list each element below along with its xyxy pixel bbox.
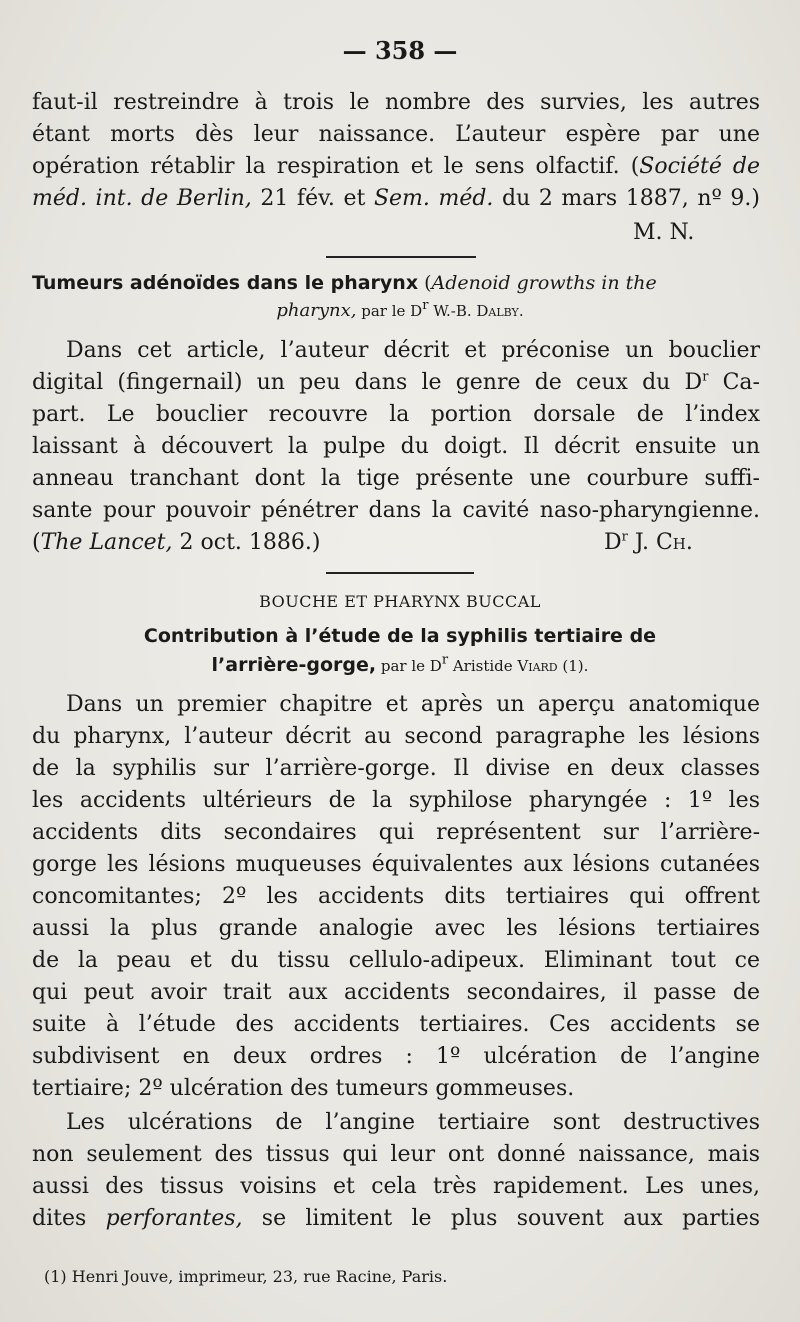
text-line: digital (fingernail) un peu dans le genre de ceux du $D^r$ Ca-: [32, 369, 760, 395]
text-line: part. Le bouclier recouvre la portion dorsale de l’index: [32, 402, 760, 427]
text-line: aussi des tissus voisins et cela très rapidement. Les unes,: [32, 1174, 760, 1199]
text-line: tertiaire; 2º ulcération des tumeurs gommeuses.: [32, 1076, 575, 1101]
text-line: dites perforantes, se limitent le plus souvent aux parties: [32, 1206, 761, 1231]
signature: $D^r$ J. Ch.: [604, 529, 693, 555]
text-line: (The Lancet, 2 oct. 1886.): [32, 530, 321, 555]
signature: M. N.: [633, 220, 695, 245]
text-line: du pharynx, l’auteur décrit au second paragraphe les lésions: [32, 724, 760, 749]
text-line: de la peau et du tissu cellulo-adipeux. Eliminant tout ce: [32, 948, 760, 973]
text-line: gorge les lésions muqueuses équivalentes aux lésions cutanées: [32, 852, 760, 877]
text-line: Les ulcérations de l’angine tertiaire sont destructives: [66, 1110, 760, 1135]
text-line: subdivisent en deux ordres : 1º ulcération de l’angine: [32, 1044, 760, 1069]
article-title: Contribution à l’étude de la syphilis tertiaire de: [143, 625, 657, 647]
text-line: de la syphilis sur l’arrière-gorge. Il divise en deux classes: [32, 756, 760, 781]
separator-rule: [326, 256, 476, 258]
text-line: Dans cet article, l’auteur décrit et préconise un bouclier: [66, 338, 760, 363]
article-title: Tumeurs adénoïdes dans le pharynx (Adenoid growths in the: [32, 272, 657, 294]
text-line: non seulement des tissus qui leur ont donné naissance, mais: [32, 1142, 760, 1167]
footnote: (1) Henri Jouve, imprimeur, 23, rue Racine, Paris.: [44, 1267, 448, 1286]
text-line: suite à l’étude des accidents tertiaires. Ces accidents se: [32, 1012, 760, 1037]
section-heading: BOUCHE ET PHARYNX BUCCAL: [259, 592, 541, 611]
article-byline: l’arrière-gorge, par le $D^r$ Aristide Viard (1).: [211, 652, 589, 676]
text-line: faut-il restreindre à trois le nombre des survies, les autres: [32, 90, 760, 115]
text-line: concomitantes; 2º les accidents dits tertiaires qui offrent: [32, 884, 760, 909]
text-line: aussi la plus grande analogie avec les lésions tertiaires: [32, 916, 760, 941]
text-line: opération rétablir la respiration et le sens olfactif. (Société de: [32, 154, 760, 179]
text-line: qui peut avoir trait aux accidents secondaires, il passe de: [32, 980, 760, 1005]
text-line: les accidents ultérieurs de la syphilose pharyngée : 1º les: [32, 788, 760, 813]
page-number: — 358 —: [342, 36, 458, 65]
text-line: étant morts dès leur naissance. L’auteur espère par une: [32, 122, 760, 147]
text-line: méd. int. de Berlin, 21 fév. et Sem. méd. du 2 mars 1887, nº 9.): [32, 186, 760, 211]
separator-rule: [326, 572, 474, 574]
text-line: laissant à découvert la pulpe du doigt. Il décrit ensuite un: [32, 434, 760, 459]
text-line: sante pour pouvoir pénétrer dans la cavité naso-pharyngienne.: [32, 498, 760, 523]
text-line: anneau tranchant dont la tige présente une courbure suffi-: [32, 466, 760, 491]
article-byline: pharynx, par le $D^r$ W.-B. Dalby.: [276, 298, 524, 321]
text-line: accidents dits secondaires qui représentent sur l’arrière-: [32, 820, 760, 845]
text-line: Dans un premier chapitre et après un aperçu anatomique: [66, 692, 760, 717]
